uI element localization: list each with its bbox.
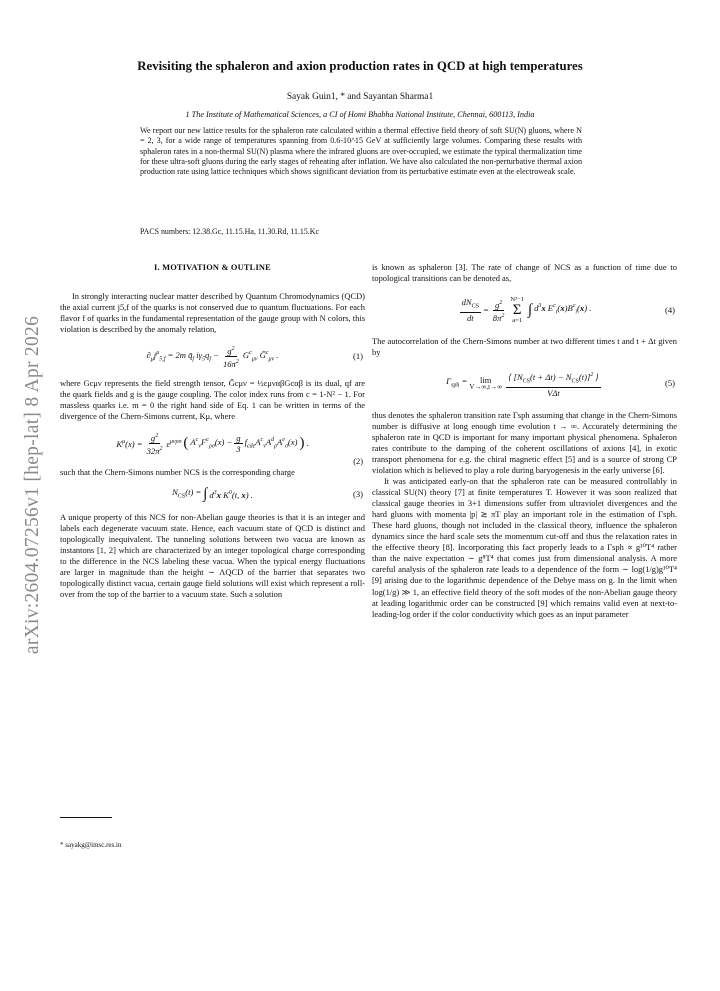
equation-number: (3) <box>352 489 363 500</box>
footnote: * sayakg@imsc.res.in <box>60 841 122 849</box>
equation-2: $K^\mu(x)$ = $\frac{g^2}{32\pi^2}$ $\varepsilon^{\mu\nu\rho\sigma}$ ( $A^c_\nu F^c_{\rho\sigma}(x)$ − $\frac{g}{3}$ $f_{cde}A^c_\nu A^d_\rho A^e_\sigma(x)$ ) . <box>116 433 309 456</box>
affiliation: 1 The Institute of Mathematical Sciences, a CI of Homi Bhabha National Institute, Chennai, 600113, India <box>185 110 535 119</box>
paragraph: such that the Chern-Simons number NCS is the corresponding charge <box>60 466 295 477</box>
right-column <box>372 262 677 620</box>
paragraph: is known as sphaleron [3]. The rate of change of NCS as a function of time due to topological transitions can be denoted as, <box>372 262 677 284</box>
paragraph: thus denotes the sphaleron transition rate Γsph assuming that change in the Chern-Simons number is diffusive at long enough time evolution t → ∞. Accurately determining the sphaleron rate in QCD is important for many important physical phenomena. Sphaleron rates contribute to the damping of the coherent oscillations of axions [4], in exotic transport phenomena for e.g. the chiral magnetic effect [5] and is a source of strong CP violation which is believed to play a role during baryogenesis in the early universe [6]. <box>372 409 677 475</box>
paragraph: where Gcμν represents the field strength tensor, G̃cμν = ½εμναβGcαβ is its dual, qf are the quark fields and g is the gauge coupling. The color index runs from c = 1-N² − 1. For massless quarks i.e. m = 0 the right hand side of Eq. 1 can be written in terms of the divergence of the Chern-Simons current, Kμ, where <box>60 377 365 422</box>
equation-5: $\Gamma_{sph}$ = lim V→∞,t→∞ $\frac{⟨ [N_{CS}(t + \Delta t) - N_{CS}(t)]^2 ⟩}{\text{VΔt}}$ (5) <box>446 372 675 398</box>
equation-4: $\frac{dN_{CS}}{dt}$ = $\frac{g^2}{8\pi^2}$ N²−1 Σ a=1 ∫ $d^3x$ $E^c_i(x)B^c_i(x)$ . (4) <box>461 296 675 325</box>
pacs-numbers: PACS numbers: 12.38.Gc, 11.15.Ha, 11.30.Rd, 11.15.Kc <box>140 227 319 236</box>
equation-3: $N_{CS}(t)$ = ∫ $d^3x$ $K^0(t$, x) . (3) <box>172 486 363 503</box>
section-heading: I. MOTIVATION & OUTLINE <box>154 263 271 272</box>
footnote-rule <box>60 817 112 818</box>
paragraph: A unique property of this NCS for non-Abelian gauge theories is that it is an integer and labels each degenerate vacuum state. Hence, each vacuum state of QCD is distinct and topologically inequivalent. The tunneling solutions between two vacua are known as instantons [1, 2] which are characterized by an integer topological charge corresponding to the difference in the NCS labeling these vacua. When the typical energy fluctuations are larger in magnitude than the height ∼ ΛQCD of the barrier that separates two topologically distinct vacua, certain gauge field solutions will exist which represent a roll-over from the top of the barrier to a vacuum state. Such a solution <box>60 511 365 600</box>
equation-number: (2) <box>353 456 363 466</box>
paragraph: The autocorrelation of the Chern-Simons number at two different times t and t + Δt given by <box>372 336 677 358</box>
authors: Sayak Guin1, * and Sayantan Sharma1 <box>286 92 434 102</box>
arxiv-stamp <box>8 290 58 680</box>
arxiv-stamp-text: arXiv:2604.07256v1 [hep-lat] 8 Apr 2026 <box>22 315 43 655</box>
paragraph: In strongly interacting nuclear matter described by Quantum Chromodynamics (QCD) the axial current j5,f of the quarks is not conserved due to quantum fluctuations. For each flavor f of quarks in the fundamental representation of the gauge group with N colors, this violation is described by the anomaly relation, <box>60 291 365 335</box>
paper-title: Revisiting the sphaleron and axion production rates in QCD at high temperatures <box>137 59 583 73</box>
paragraph: It was anticipated early-on that the sphaleron rate can be measured controllably in classical SU(N) theory [7] at finite temperatures T. However it was soon realized that classical gauge theories in 3+1 dimensions suffer from ultraviolet divergences and the hard gluons with momenta |p| ≳ πT play an important role in the estimation of Γsph. These hard gluons, though not included in the classical theory, influence the sphaleron dynamics since the hard scale sets the momentum cut-off and thus the relaxation rates in the effective theory [8]. Incorporating this fact properly leads to a Γsph ∝ g¹⁰T⁴ rather than the naive expectation ∼ g⁸T⁴ that comes just from dimensional analysis. A more careful analysis of the sphaleron rate leads to a dependence of the form ∼ log(1/g)g¹⁰T⁴ [9] arising due to the logarithmic dependence of the Debye mass on g. In the limit when log(1/g) ≫ 1, an effective field theory of the soft modes of the non-Abelian gauge theory at leading logarithmic order can be constructed [9] which remains valid even at next-to-leading-log order if the color conductivity which goes as an input parameter <box>372 476 677 619</box>
equation-1: $\partial_\mu j^\mu_{5,f} = 2m$ $q̄_f$ $i\gamma_5q_f$ − $\frac{g^2}{16\pi^2}$ $G^c_{\mu\nu}$ G̃$^c_{\mu\nu}$ . (1) <box>146 346 363 369</box>
abstract: We report our new lattice results for the sphaleron rate calculated within a thermal effective field theory of soft SU(N) gluons, where N = 2, 3, for a wide range of temperatures spanning from 0.6-10^15 GeV at sufficiently large volumes. Comparing these results with sphaleron rates in a non-thermal SU(N) plasma where the infrared gluons are over-occupied, we estimate the typical thermalization time for these ultra-soft gluons during the early stages of reheating after inflation. We have also calculated the non-perturbative thermal axion production rate using lattice techniques which shows significant deviation from its perturbative estimate even at the electroweak scale. <box>140 126 582 177</box>
equation-number: (1) <box>352 351 363 362</box>
equation-number: (5) <box>664 378 675 389</box>
equation-number: (4) <box>664 304 675 315</box>
left-column <box>60 262 365 600</box>
